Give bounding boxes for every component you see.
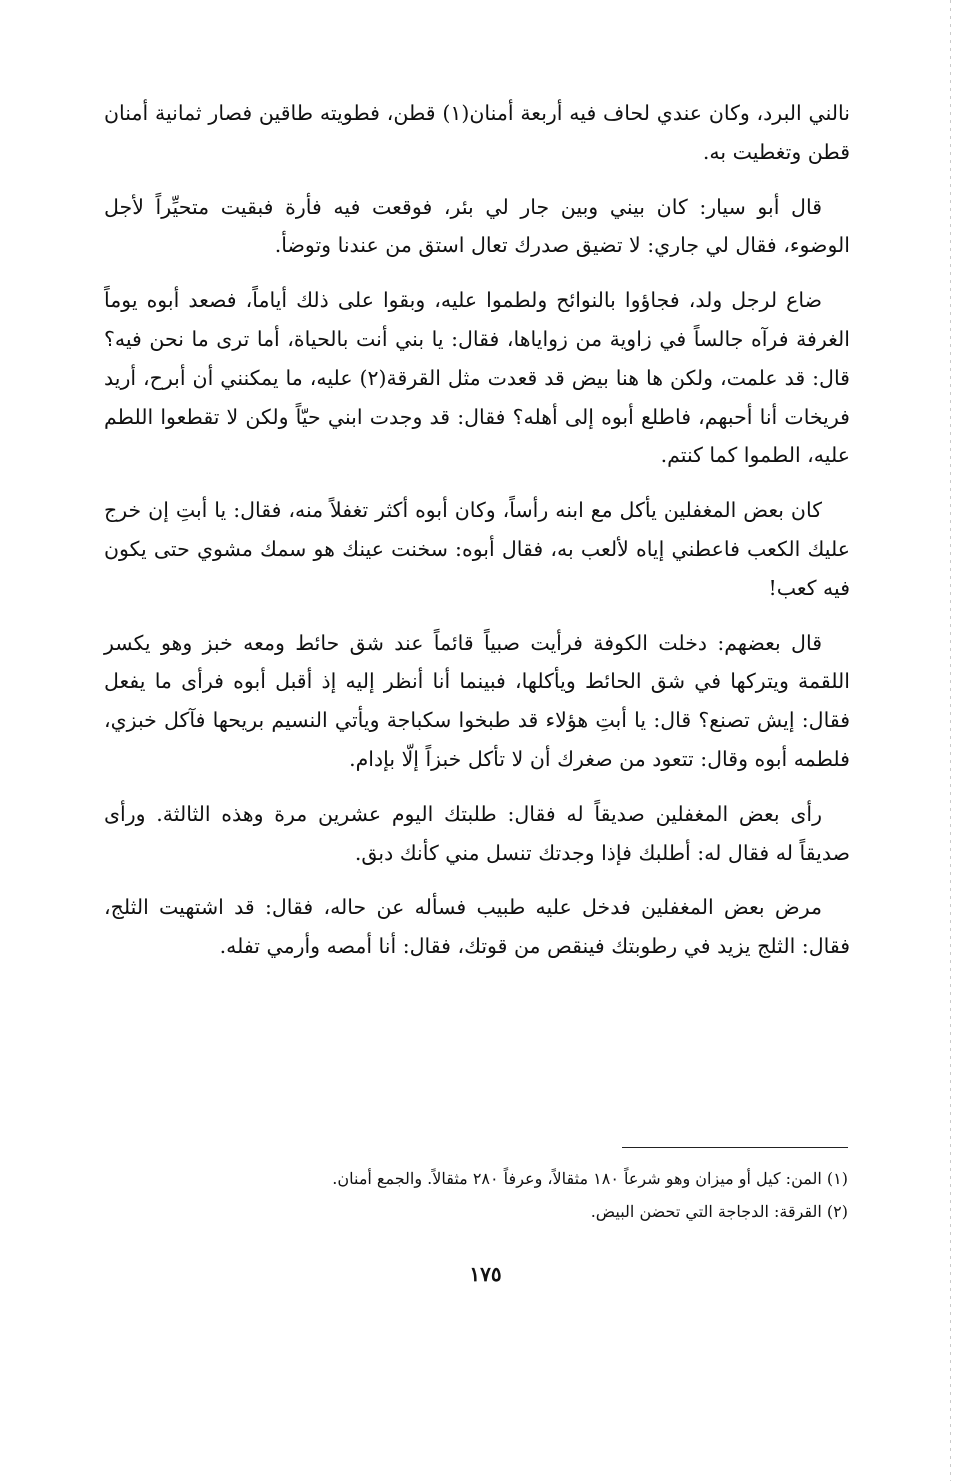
paragraph-3: ضاع لرجل ولد، فجاؤوا بالنوائح ولطموا عليه، وبقوا على ذلك أياماً، فصعد أبوه يوماً الغرفة فرآه جالساً في زاوية من زواياها، فقال: يا بني أنت بالحياة، أما ترى ما نحن فيه؟ قال: قد علمت، ولكن ها هنا بيض قد قعدت مثل القرقة(٢) عليه، ما يمكنني أن أبرح، أريد فريخات أنا أحبهم، فاطلع أبوه إلى أهله؟ فقال: قد وجدت ابني حيّاً ولكن لا تقطعوا اللطم عليه، الطموا كما كنتم. bbox=[104, 288, 850, 468]
main-text bbox=[104, 94, 850, 982]
paragraph-6: رأى بعض المغفلين صديقاً له فقال: طلبتك اليوم عشرين مرة وهذه الثالثة. ورأى صديقاً له فقال له: أطلبك فإذا وجدتك تنسل مني كأنك دبق. bbox=[104, 801, 850, 865]
scan-edge-line bbox=[950, 0, 951, 1481]
paragraph-5: قال بعضهم: دخلت الكوفة فرأيت صبياً قائماً عند شق حائط ومعه خبز وهو يكسر اللقمة ويتركها في شق الحائط ويأكلها، فبينما أنا أنظر إليه إذ أقبل أبوه فرأى ما يفعل فقال: إيش تصنع؟ قال: يا أبتِ هؤلاء قد طبخوا سكباجة ويأتي النسيم بريحها فآكل خبزي، فلطمه أبوه وقال: تتعود من صغرك أن لا تأكل خبزاً إلّا بإدام. bbox=[104, 630, 850, 771]
footnote-2: (٢) القرقة: الدجاجة التي تحضن البيض. bbox=[590, 1202, 848, 1221]
footnotes bbox=[194, 1162, 848, 1228]
footnote-separator bbox=[622, 1147, 848, 1148]
paragraph-1: نالني البرد، وكان عندي لحاف فيه أربعة أمنان(١) قطن، فطويته طاقين فصار ثمانية أمنان قطن وتغطيت به. bbox=[104, 101, 850, 164]
page-number: ١٧٥ bbox=[469, 1262, 502, 1286]
footnote-1: (١) المن: كيل أو ميزان وهو شرعاً ١٨٠ مثقالاً، وعرفاً ٢٨٠ مثقالاً. والجمع أمنان. bbox=[332, 1169, 848, 1188]
paragraph-4: كان بعض المغفلين يأكل مع ابنه رأساً، وكان أبوه أكثر تغفلاً منه، فقال: يا أبتِ إن خرج عليك الكعب فاعطني إياه لألعب به، فقال أبوه: سخنت عينك هو سمك مشوي حتى يكون فيه كعب! bbox=[104, 498, 850, 600]
paragraph-7: مرض بعض المغفلين فدخل عليه طبيب فسأله عن حاله، فقال: قد اشتهيت الثلج، فقال: الثلج يزيد في رطوبتك فينقص من قوتك، فقال: أنا أمصه وأرمي تفله. bbox=[104, 895, 850, 959]
paragraph-2: قال أبو سيار: كان بيني وبين جار لي بئر، فوقعت فيه فأرة فبقيت متحيِّراً لأجل الوضوء، فقال لي جاري: لا تضيق صدرك تعال استق من عندنا وتوضأ. bbox=[104, 194, 850, 258]
